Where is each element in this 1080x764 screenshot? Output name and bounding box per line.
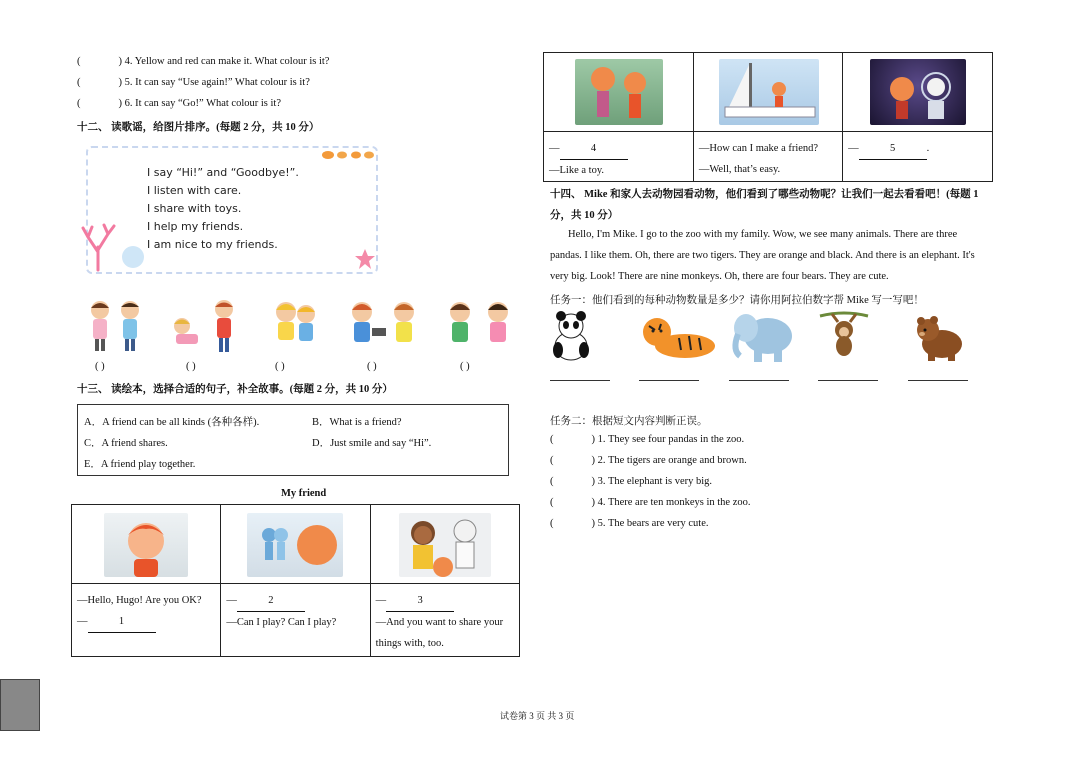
order-blank[interactable]: ( ) [95, 361, 105, 372]
option-e: E．A friend play together. [84, 459, 196, 470]
bear-icon [914, 312, 964, 362]
friends-play-picture [247, 513, 343, 577]
judgement-line: ( ) 1. They see four pandas in the zoo. [550, 434, 745, 445]
story-text-cell: — 5 . [843, 132, 993, 182]
section-14-title: 十四、 Mike 和家人去动物园看动物，他们看到了哪些动物呢？让我们一起去看看吧！(每题 1 [550, 189, 979, 200]
order-blank[interactable]: ( ) [367, 361, 377, 372]
corner-mark [0, 679, 40, 731]
story-table-right [543, 52, 993, 182]
panda-icon [550, 310, 592, 362]
story-picture-cell [843, 53, 993, 132]
task-2: 任务二：根据短文内容判断正误。 [550, 416, 708, 427]
story-text-cell: — 2 —Can I play? Can I play? [221, 584, 370, 657]
tiger-icon [639, 310, 719, 362]
judgement-line: ( ) 5. The bears are very cute. [550, 518, 709, 529]
section-13-title: 十三、 读绘本，选择合适的句子，补全故事。(每题 2 分，共 10 分） [77, 384, 393, 395]
answer-blank-5[interactable]: 5 [859, 138, 927, 160]
elephant-icon [728, 308, 800, 364]
section-12-title: 十二、 读歌谣，给图片排序。(每题 2 分，共 10 分） [77, 122, 320, 133]
tiger-count-blank[interactable] [639, 380, 699, 381]
answer-blank-3[interactable]: 3 [386, 590, 454, 612]
order-blank[interactable]: ( ) [275, 361, 285, 372]
toy-friend-picture [575, 59, 663, 125]
poem-text: I say “Hi!” and “Goodbye!”. I listen with care. I share with toys. I help my friends. I am nice to my friends. [147, 166, 299, 251]
option-d: D．Just smile and say “Hi”. [312, 438, 432, 449]
story-picture-cell [370, 505, 519, 584]
judgement-line: ( ) 2. The tigers are orange and brown. [550, 455, 747, 466]
question-line: ( ) 6. It can say “Go!” What colour is it? [77, 98, 282, 109]
section-14-title-cont: 分，共 10 分） [550, 210, 619, 221]
story-text-cell: —How can I make a friend? —Well, that’s easy. [693, 132, 842, 182]
story-picture-cell [72, 505, 221, 584]
question-line: ( ) 4. Yellow and red can make it. What colour is it? [77, 56, 330, 67]
story-picture-cell [221, 505, 370, 584]
panda-count-blank[interactable] [550, 380, 610, 381]
kids-friends-picture [442, 298, 520, 354]
kids-helping-picture [168, 298, 242, 354]
option-c: C．A friend shares. [84, 438, 168, 449]
task-1: 任务一：他们看到的每种动物数量是多少？请你用阿拉伯数字帮 Mike 写一写吧！ [550, 295, 924, 306]
coral-icon [78, 222, 118, 272]
question-line: ( ) 5. It can say “Use again!” What colour is it? [77, 77, 310, 88]
answer-blank-1[interactable]: 1 [88, 611, 156, 633]
elephant-count-blank[interactable] [729, 380, 789, 381]
kids-listening-picture [268, 298, 322, 354]
story-table-left [71, 504, 520, 657]
option-a: A．A friend can be all kinds (各种各样). [84, 417, 260, 428]
story-text-cell: —Hello, Hugo! Are you OK? — 1 [72, 584, 221, 657]
option-b: B．What is a friend? [312, 417, 402, 428]
kids-waving-picture [82, 298, 152, 354]
monkey-count-blank[interactable] [818, 380, 878, 381]
story-text-cell: — 4 —Like a toy. [544, 132, 694, 182]
judgement-line: ( ) 4. There are ten monkeys in the zoo. [550, 497, 751, 508]
story-picture-cell [544, 53, 694, 132]
answer-blank-2[interactable]: 2 [237, 590, 305, 612]
page-footer: 试卷第 3 页 共 3 页 [500, 711, 575, 721]
story-picture-cell [693, 53, 842, 132]
monkey-icon [818, 310, 870, 364]
order-blank[interactable]: ( ) [186, 361, 196, 372]
bear-count-blank[interactable] [908, 380, 968, 381]
answer-blank-4[interactable]: 4 [560, 138, 628, 160]
boat-picture [719, 59, 819, 125]
share-picture [399, 513, 491, 577]
fish-icon [320, 149, 376, 161]
judgement-line: ( ) 3. The elephant is very big. [550, 476, 713, 487]
kids-sharing-picture [346, 298, 424, 354]
jellyfish-icon [122, 246, 144, 268]
hugo-picture [104, 513, 188, 577]
starfish-icon [354, 248, 376, 270]
story-title: My friend [281, 488, 327, 499]
space-picture [870, 59, 966, 125]
story-text-cell: — 3 —And you want to share your things with, too. [370, 584, 519, 657]
order-blank[interactable]: ( ) [460, 361, 470, 372]
